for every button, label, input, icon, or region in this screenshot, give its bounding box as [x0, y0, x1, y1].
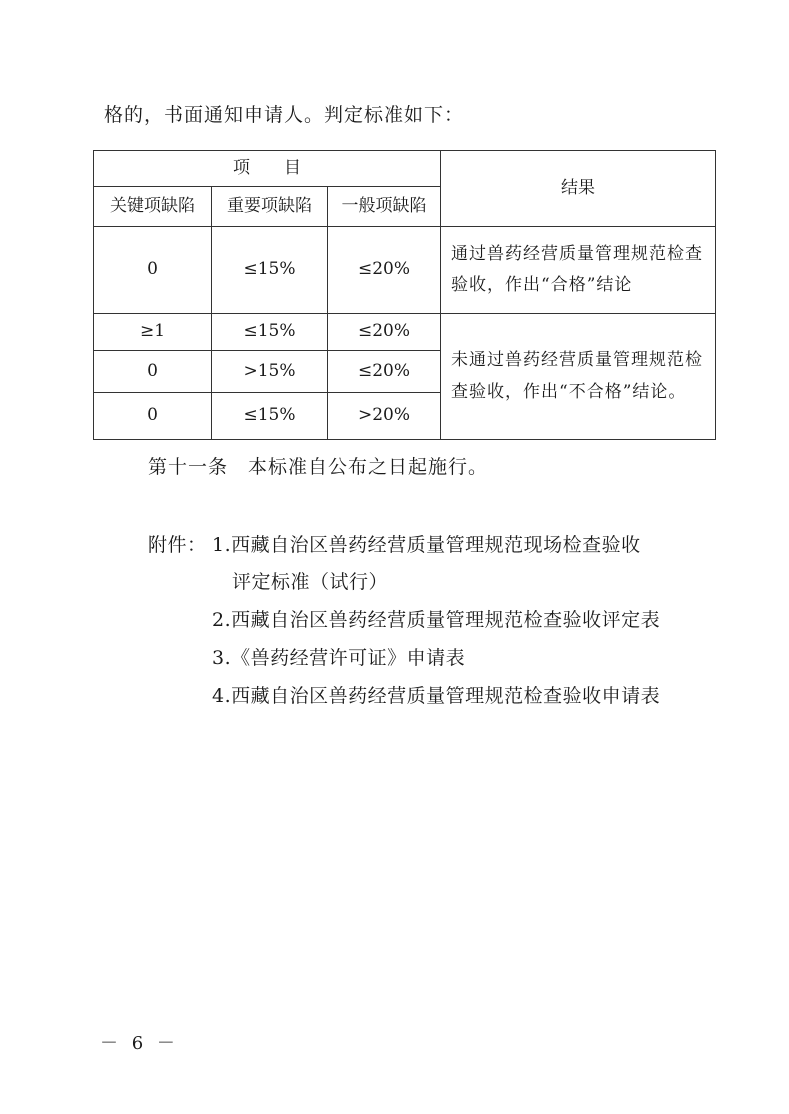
col-header-general-defects: 一般项缺陷: [328, 187, 441, 227]
cell-key: ≥1: [94, 314, 212, 351]
cell-important: ≤15%: [212, 314, 328, 351]
result-fail: 未通过兽药经营质量管理规范检查验收，作出“不合格”结论。: [441, 314, 716, 440]
result-pass: 通过兽药经营质量管理规范检查验收，作出“合格”结论: [441, 227, 716, 314]
cell-important: ≤15%: [212, 393, 328, 440]
article-eleven: 第十一条 本标准自公布之日起施行。: [148, 456, 489, 478]
cell-key: 0: [94, 227, 212, 314]
cell-key: 0: [94, 351, 212, 393]
header-items: 项 目: [94, 151, 441, 187]
cell-general: ≤20%: [328, 351, 441, 393]
col-header-important-defects: 重要项缺陷: [212, 187, 328, 227]
intro-paragraph: 格的，书面通知申请人。判定标准如下：: [104, 104, 465, 126]
attachment-item: 3.《兽药经营许可证》申请表: [212, 647, 466, 669]
cell-general: >20%: [328, 393, 441, 440]
attachment-item-continued: 评定标准（试行）: [232, 571, 389, 593]
cell-important: ≤15%: [212, 227, 328, 314]
cell-general: ≤20%: [328, 314, 441, 351]
table-row: [94, 314, 716, 351]
cell-key: 0: [94, 393, 212, 440]
attachment-item: 2.西藏自治区兽药经营质量管理规范检查验收评定表: [212, 609, 661, 631]
attachments-label: 附件：: [148, 534, 207, 556]
page-number: － 6 －: [100, 1033, 179, 1054]
judgement-criteria-table: [93, 150, 716, 440]
cell-general: ≤20%: [328, 227, 441, 314]
cell-important: >15%: [212, 351, 328, 393]
header-result: 结果: [441, 151, 716, 227]
attachment-item: 4.西藏自治区兽药经营质量管理规范检查验收申请表: [212, 685, 661, 707]
table-row: [94, 227, 716, 314]
attachment-item: 1.西藏自治区兽药经营质量管理规范现场检查验收: [212, 534, 641, 556]
col-header-key-defects: 关键项缺陷: [94, 187, 212, 227]
